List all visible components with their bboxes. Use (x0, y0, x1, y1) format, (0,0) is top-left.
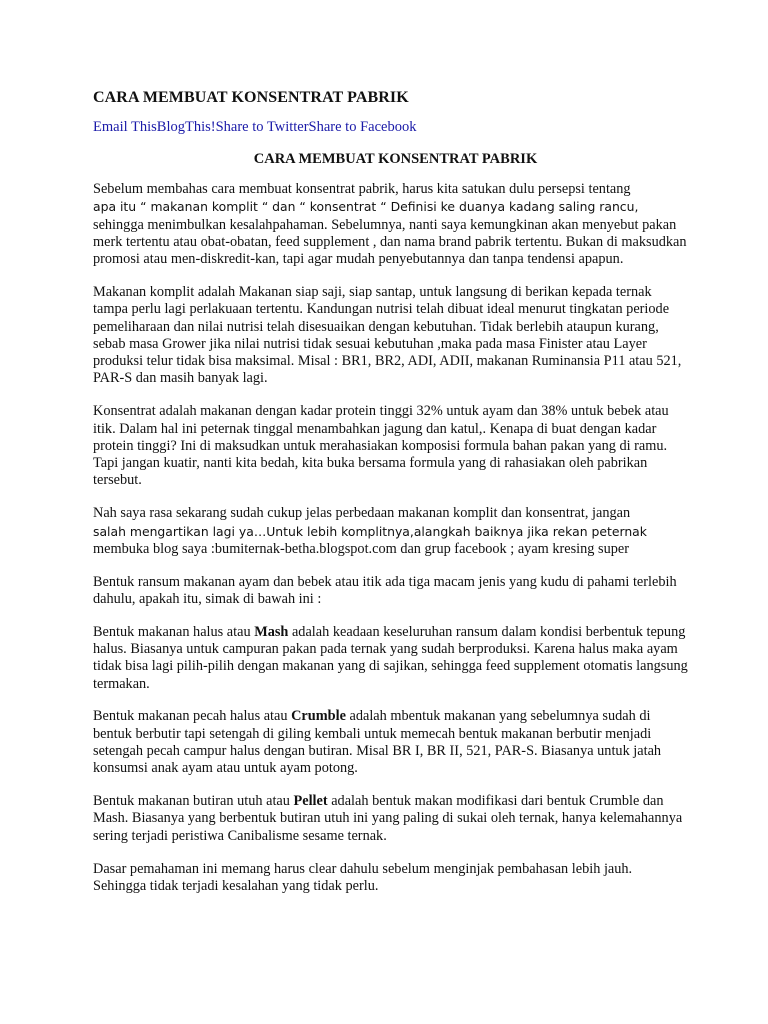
paragraph-mash (93, 624, 688, 693)
paragraph-pellet (93, 793, 688, 845)
article-heading: CARA MEMBUAT KONSENTRAT PABRIK (253, 151, 538, 167)
share-to-twitter-link[interactable]: Share to Twitter (215, 119, 309, 135)
mash-text-before: Bentuk makanan halus atau (93, 623, 255, 640)
paragraph-dasar-pemahaman: Dasar pemahaman ini memang harus clear dahulu sebelum menginjak pembahasan lebih jauh. Sehingga tidak terjadi kesalahan yang tidak perlu. (93, 860, 633, 894)
share-to-facebook-link[interactable]: Share to Facebook (308, 119, 417, 135)
paragraph-bentuk-ransum: Bentuk ransum makanan ayam dan bebek atau itik ada tiga macam jenis yang kudu di pahami terlebih dahulu, apakah itu, simak di bawah ini : (93, 573, 677, 607)
blogthis-link[interactable]: BlogThis! (156, 119, 216, 135)
paragraph-perbedaan-line3: membuka blog saya :bumiternak-betha.blogspot.com dan grup facebook ; ayam kresing super (93, 540, 629, 557)
document-title: CARA MEMBUAT KONSENTRAT PABRIK (93, 89, 409, 106)
mash-term: Mash (254, 623, 289, 640)
paragraph-perbedaan-line2: salah mengartikan lagi ya…Untuk lebih komplitnya,alangkah baiknya jika rekan peternak (93, 523, 647, 539)
paragraph-intro (93, 181, 688, 268)
email-this-link[interactable]: Email This (93, 119, 157, 135)
paragraph-crumble (93, 708, 688, 777)
share-links (93, 118, 688, 137)
paragraph-perbedaan (93, 505, 688, 558)
pellet-text-after: adalah bentuk makan modifikasi dari bentuk Crumble dan Mash. Biasanya yang berbentuk butiran utuh ini yang paling di sukai oleh ternak, hanya kelemahannya sering terjadi peristiwa Canibalisme sesame ternak. (93, 793, 683, 844)
paragraph-perbedaan-line1: Nah saya rasa sekarang sudah cukup jelas perbedaan makanan komplit dan konsentrat, jangan (93, 505, 631, 522)
mash-text-after: adalah keadaan keseluruhan ransum dalam kondisi berbentuk tepung halus. Biasanya untuk campuran pakan pada ternak yang sudah berproduksi. Karena halus maka ayam tidak bisa lagi pilih-pilih dengan makanan yang di sajikan, sehingga feed supplement otomatis langsung termakan. (93, 623, 688, 692)
paragraph-makanan-komplit: Makanan komplit adalah Makanan siap saji, siap santap, untuk langsung di berikan kepada ternak tampa perlu lagi perlakuaan tertentu. Kandungan nutrisi telah dibuat ideal menurut tingkatan periode pemeliharaan dan nilai nutrisi telah disesuaikan dengan kebutuhan. Tidak berlebih ataupun kurang, sebab masa Grower jika nilai nutrisi tidak sesuai kebutuhan ,maka pada masa Finister atau Layer produksi telur tidak bisa maksimal. Misal : BR1, BR2, ADI, ADII, makanan Ruminansia P11 atau 521, PAR-S dan masih banyak lagi. (93, 283, 682, 387)
pellet-term: Pellet (293, 793, 328, 810)
pellet-text-before: Bentuk makanan butiran utuh atau (93, 793, 294, 810)
paragraph-konsentrat: Konsentrat adalah makanan dengan kadar protein tinggi 32% untuk ayam dan 38% untuk bebek atau itik. Dalam hal ini peternak tinggal menambahkan jagung dan katul,. Kenapa di buat dengan kadar protein tinggi? Ini di maksudkan untuk merahasiakan komposisi formula bahan pakan yang di ramu. Tapi jangan kuatir, nanti kita bedah, kita buka bersama formula yang di rahasiakan oleh pabrikan tersebut. (93, 403, 669, 489)
crumble-text-before: Bentuk makanan pecah halus atau (93, 708, 292, 725)
crumble-term: Crumble (291, 708, 346, 725)
crumble-text-after: adalah mbentuk makanan yang sebelumnya sudah di bentuk berbutir tapi setengah di giling kembali untuk memecah bentuk makanan berbutir menjadi setengah pecah campur halus dengan butiran. Misal BR I, BR II, 521, PAR-S. Biasanya untuk jatah konsumsi anak ayam atau untuk ayam potong. (93, 708, 662, 777)
paragraph-intro-rest: sehingga menimbulkan kesalahpahaman. Sebelumnya, nanti saya kemungkinan akan menyebut pakan merk tertentu atau obat-obatan, feed supplement , dan nama brand pabrik tertentu. Bukan di maksudkan promosi atau men-diskredit-kan, tapi agar mudah penyebutannya dan tanpa tendensi apapun. (93, 216, 687, 268)
paragraph-intro-line1: Sebelum membahas cara membuat konsentrat pabrik, harus kita satukan dulu persepsi tentang (93, 181, 631, 197)
paragraph-intro-line2: apa itu “ makanan komplit “ dan “ konsentrat “ Definisi ke duanya kadang saling rancu, (93, 199, 639, 215)
